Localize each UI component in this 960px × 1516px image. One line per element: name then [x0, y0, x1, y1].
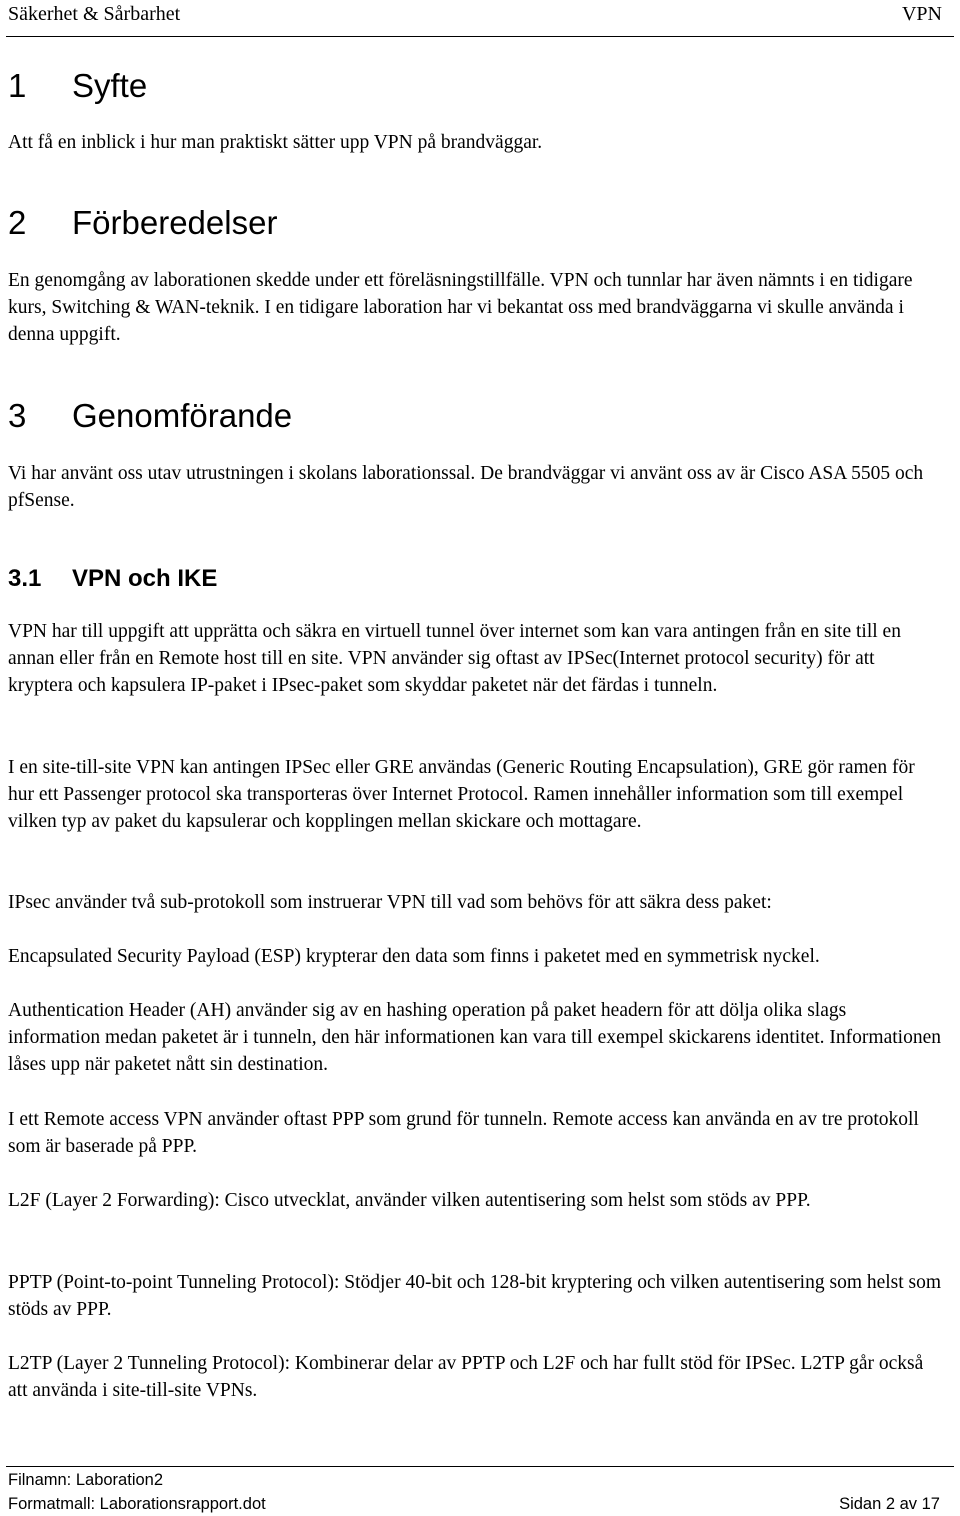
- page-footer: [6, 1466, 954, 1516]
- header-course-title: Säkerhet & Sårbarhet: [8, 3, 181, 25]
- paragraph-esp: Encapsulated Security Payload (ESP) krypterar den data som finns i paketet med en symmetrisk nyckel.: [8, 946, 820, 967]
- section-title: Syfte: [72, 67, 148, 104]
- section-title: VPN och IKE: [72, 565, 218, 592]
- section-number: 1: [8, 67, 27, 104]
- section-number: 3.1: [8, 565, 42, 592]
- paragraph-pptp: PPTP (Point-to-point Tunneling Protocol): Stödjer 40-bit och 128-bit kryptering och vilken autentisering som helst som stöds av PPP.: [8, 1272, 942, 1321]
- section-number: 3: [8, 397, 27, 434]
- paragraph-remote-access: I ett Remote access VPN använder oftast PPP som grund för tunneln. Remote access kan använda en av tre protokoll som är baserade på PPP.: [8, 1109, 919, 1158]
- footer-template: Formatmall: Laborationsrapport.dot: [8, 1495, 266, 1513]
- footer-template-line: [6, 1492, 954, 1516]
- paragraph-vpn-intro: VPN har till uppgift att upprätta och säkra en virtuell tunnel över internet som kan vara antingen från en site till en annan eller från en Remote host till en site. VPN använder sig oftast av IPSec(Internet protocol security) för att kryptera och kapsulera IP-paket i IPsec-paket som skyddar paketet när det färdas i tunneln.: [8, 621, 901, 697]
- section-heading-3: [8, 396, 292, 436]
- footer-page-number: Sidan 2 av 17: [839, 1495, 940, 1513]
- section-title: Genomförande: [72, 397, 293, 434]
- header-topic: VPN: [901, 3, 942, 25]
- paragraph-purpose: Att få en inblick i hur man praktiskt sätter upp VPN på brandväggar.: [8, 132, 543, 153]
- paragraph-implementation: Vi har använt oss utav utrustningen i skolans laborationssal. De brandväggar vi använt oss av är Cisco ASA 5505 och pfSense.: [8, 463, 924, 512]
- paragraph-ipsec-subprotocols: IPsec använder två sub-protokoll som instruerar VPN till vad som behövs för att säkra dess paket:: [8, 892, 772, 913]
- section-number: 2: [8, 204, 27, 241]
- section-heading-2: [8, 203, 277, 243]
- paragraph-site-to-site: I en site-till-site VPN kan antingen IPSec eller GRE användas (Generic Routing Encapsulation), GRE gör ramen för hur ett Passenger protocol ska transporteras över Internet Protocol. Ramen innehåller information som till exempel vilken typ av paket du kapsulerar och kopplingen mellan skickare och mottagare.: [8, 757, 915, 833]
- footer-filename: Filnamn: Laboration2: [8, 1471, 164, 1489]
- subsection-heading-3-1: [8, 564, 217, 594]
- section-title: Förberedelser: [72, 204, 278, 241]
- paragraph-l2tp: L2TP (Layer 2 Tunneling Protocol): Kombinerar delar av PPTP och L2F och har fullt stöd för IPSec. L2TP går också att använda i site-till-site VPNs.: [8, 1353, 924, 1402]
- paragraph-ah: Authentication Header (AH) använder sig av en hashing operation på paket headern för att dölja olika slags information medan paketet är i tunneln, den här informationen kan vara till exempel skickarens identitet. Informationen låses upp när paketet nått sin destination.: [8, 1000, 941, 1076]
- section-heading-1: [8, 66, 147, 106]
- paragraph-preparations: En genomgång av laborationen skedde under ett föreläsningstillfälle. VPN och tunnlar har även nämnts i en tidigare kurs, Switching & WAN-teknik. I en tidigare laboration har vi bekantat oss med brandväggarna vi skulle använda i denna uppgift.: [8, 270, 913, 346]
- page-header: [6, 0, 954, 37]
- paragraph-l2f: L2F (Layer 2 Forwarding): Cisco utvecklat, använder vilken autentisering som helst som stöds av PPP.: [8, 1190, 811, 1211]
